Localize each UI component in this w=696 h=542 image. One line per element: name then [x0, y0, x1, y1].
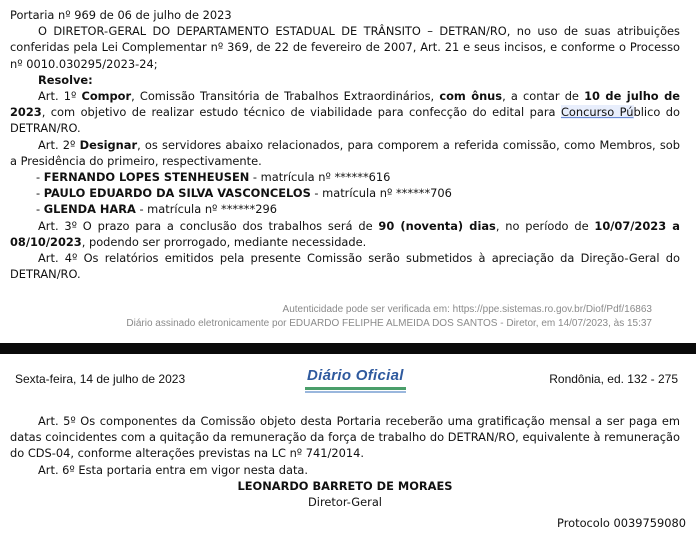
intro-paragraph: O DIRETOR-GERAL DO DEPARTAMENTO ESTADUAL DE TRÂNSITO – DETRAN/RO, no uso de suas atribuições conferidas pela Lei Complementar nº 369, de 22 de fevereiro de 2007, Art. 21 e seus incisos, e conforme o Processo nº 0010.030295/2023-24; [10, 24, 680, 71]
portaria-title: Portaria nº 969 de 06 de julho de 2023 [10, 8, 232, 22]
member-row [10, 169, 680, 185]
art1-prefix: Art. 1º [38, 89, 82, 104]
art1-com-onus: com ônus [439, 89, 503, 104]
art2-text1: , os servidores abaixo relacionados, para comporem a referida comissão, como Membros, sob a Presidência do primeiro, respectivamente. [10, 137, 680, 168]
art3-paragraph [10, 218, 680, 250]
member-name: GLENDA HARA [43, 202, 136, 217]
art1-text1: , Comissão Transitória de Trabalhos Extraordinários, [131, 89, 440, 104]
diario-oficial-logo: Diário Oficial [305, 367, 406, 390]
member-matricula: - matrícula nº ******706 [310, 186, 452, 201]
art3-period: 10/07/2023 a 08/10/2023 [10, 218, 680, 249]
signer-name [10, 478, 680, 494]
member-name: PAULO EDUARDO DA SILVA VASCONCELOS [43, 186, 311, 201]
signer-name-text: LEONARDO BARRETO DE MORAES [237, 478, 453, 493]
art3-prefix: Art. 3º O prazo para a conclusão dos trabalhos será de [38, 218, 379, 233]
resolve-heading [10, 72, 680, 88]
art1-paragraph [10, 88, 680, 137]
art1-text4: blico do DETRAN/RO. [10, 105, 680, 136]
art3-text2: , podendo ser prorrogado, mediante necessidade. [81, 234, 367, 249]
member-matricula: - matrícula nº ******296 [135, 202, 277, 217]
art5-paragraph: Art. 5º Os componentes da Comissão objeto desta Portaria receberão uma gratificação mensal a ser paga em datas coincidentes com a quitação da remuneração da força de trabalho do DETRAN/RO, equivalente à remuneração do CDS-04, conforme alterações previstas na LC nº 741/2014. [10, 414, 680, 461]
member-dash: - [36, 202, 44, 217]
art6-paragraph: Art. 6º Esta portaria entra em vigor nesta data. [38, 462, 309, 477]
member-dash: - [36, 170, 44, 185]
resolve-label: Resolve: [38, 72, 93, 87]
art2-paragraph [10, 137, 680, 169]
art1-compor: Compor [81, 89, 132, 104]
art3-text1: , no período de [495, 218, 595, 233]
art1-date: 10 de julho de 2023 [10, 89, 681, 120]
art1-text2: , a contar de [502, 89, 585, 104]
signature-note: Diário assinado eletronicamente por EDUARDO FELIPHE ALMEIDA DOS SANTOS - Diretor, em 14/07/2023, às 15:37 [126, 318, 652, 329]
member-row [10, 185, 680, 201]
highlighted-text[interactable]: Concurso Pú [560, 105, 634, 120]
member-dash: - [36, 186, 44, 201]
header-date: Sexta-feira, 14 de julho de 2023 [15, 372, 186, 386]
protocolo-number: Protocolo 0039759080 [557, 516, 686, 530]
portaria-body [10, 7, 680, 282]
signer-role: Diretor-Geral [308, 495, 382, 510]
art2-designar: Designar [79, 137, 138, 152]
page-header [0, 366, 696, 392]
page-divider [0, 343, 696, 354]
header-edition: Rondônia, ed. 132 - 275 [549, 372, 678, 386]
member-matricula: - matrícula nº ******616 [249, 170, 391, 185]
art3-days: 90 (noventa) dias [378, 218, 496, 233]
authenticity-note: Autenticidade pode ser verificada em: https://ppe.sistemas.ro.gov.br/Diof/Pdf/16863 [282, 304, 652, 315]
art1-text3: , com objetivo de realizar estudo técnico de viabilidade para confecção do edital para [41, 105, 561, 120]
art4-paragraph: Art. 4º Os relatórios emitidos pela presente Comissão serão submetidos à apreciação da Direção-Geral do DETRAN/RO. [10, 251, 680, 282]
member-name: FERNANDO LOPES STENHEUSEN [43, 170, 250, 185]
art2-prefix: Art. 2º [38, 137, 80, 152]
portaria-continuation [10, 413, 680, 510]
member-row [10, 201, 680, 217]
